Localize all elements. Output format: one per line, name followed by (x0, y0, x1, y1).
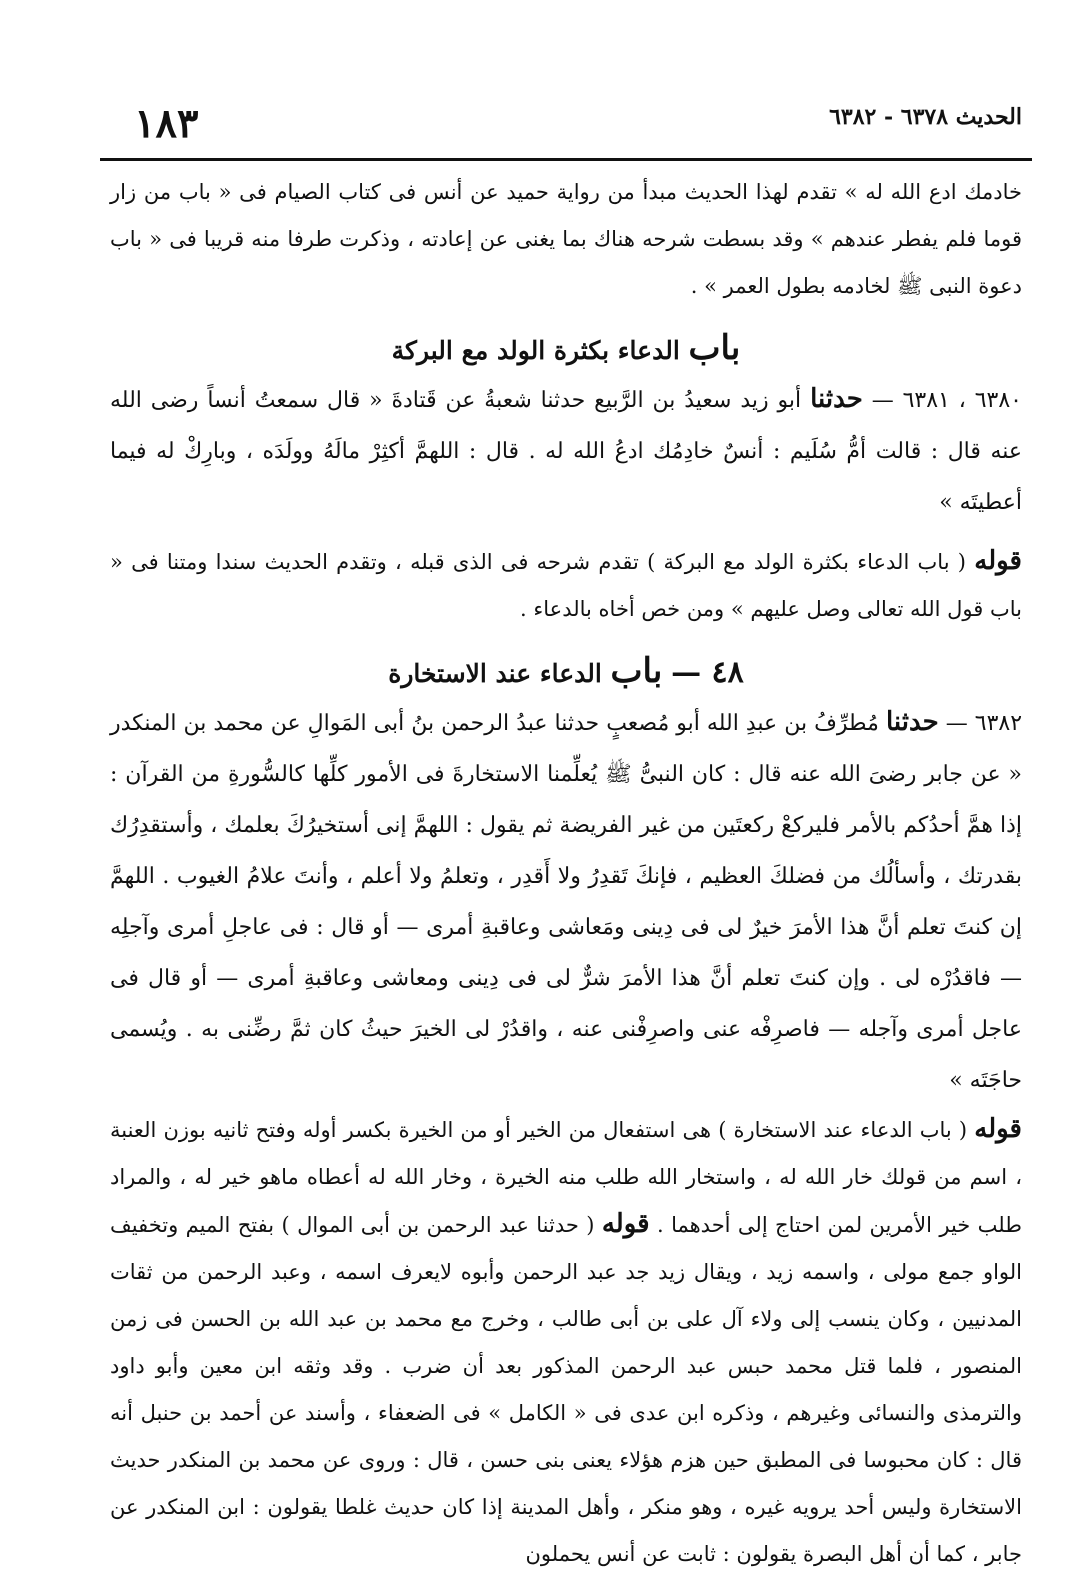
hadith-text: مُطرِّفُ بن عبدِ الله أبو مُصعبٍ حدثنا عبدُ الرحمن بنُ أبى المَوالِ عن محمد بن المنكدر « عن جابر رضىَ الله عنه قال : كان النبىُّ ﷺ يُعلِّمنا الاستخارةَ فى الأمور كلِّها كالسُّورةِ من القرآن : إذا همَّ أحدُكم بالأمر فليركعْ ركعتَين من غير الفريضة ثم يقول : اللهمَّ إنى أستخيرُكَ بعلمك ، وأستقدِرُك بقدرتك ، وأسألُك من فضلكَ العظيم ، فإنكَ تَقدِرُ ولا أَقدِر ، وتعلمُ ولا أعلم ، وأنتَ علامُ الغيوب . اللهمَّ إن كنتَ تعلم أنَّ هذا الأمرَ خيرٌ لى فى دِينى ومَعاشى وعاقبةِ أمرى — أو قال : فى عاجلِ أمرى وآجلِه — فاقدُرْه لى . وإن كنتَ تعلم أنَّ هذا الأمرَ شرٌّ لى فى دِينى ومعاشى وعاقبةِ أمرى — أو قال فى عاجل أمرى وآجله — فاصرِفْه عنى واصرِفْنى عنه ، واقدُرْ لى الخيرَ حيثُ كان ثمَّ رضِّنى به . ويُسمى حاجَتَه » (110, 711, 1022, 1093)
chapter-title: الدعاء عند الاستخارة (388, 659, 602, 688)
hadith-text: أبو زيد سعيدُ بن الرَّبيع حدثنا شعبةُ عن قَتادةَ « قال سمعتُ أنساً رضى الله عنه قال : قالت أمُّ سُلَيم : أنسٌ خادِمُك ادعُ الله له . قال : اللهمَّ أكثِرْ مالَهُ وولَدَه ، وبارِكْ له فيما أعطيتَه » (110, 388, 1022, 515)
chapter-word: باب (610, 651, 663, 691)
hadith-number: ٦٣٨٢ — (945, 711, 1023, 736)
intro-commentary: خادمك ادع الله له » تقدم لهذا الحديث مبدأ من رواية حميد عن أنس فى كتاب الصيام فى « باب من زار قوما فلم يفطر عندهم » وقد بسطت شرحه هناك بما يغنى عن إعادته ، وذكرت طرفا منه قريبا فى « باب دعوة النبى ﷺ لخادمه بطول العمر » . (110, 180, 1022, 298)
chapter-heading-1 (110, 328, 1022, 368)
commentary-text: ( باب الدعاء بكثرة الولد مع البركة ) تقدم شرحه فى الذى قبله ، وتقدم الحديث سندا ومتنا فى « باب قول الله تعالى وصل عليهم » ومن خص أخاه بالدعاء . (110, 550, 1022, 621)
chapter-word: باب (688, 328, 741, 368)
page-number: ١٨٣ (134, 100, 199, 147)
running-head: الحديث ٦٣٧٨ - ٦٣٨٢ (829, 104, 1022, 130)
hadith-number: ٦٣٨٠ ، ٦٣٨١ — (871, 388, 1022, 413)
hadith-lead: حدثنا (810, 384, 863, 414)
chapter-heading-2 (110, 651, 1022, 691)
commentary-lead-2: قوله (601, 1209, 650, 1239)
commentary-text: ( باب الدعاء عند الاستخارة ) هى استفعال من الخير أو من الخيرة بكسر أوله وفتح ثانيه بوزن العنبة ، اسم من قولك خار الله له ، واستخار الله طلب منه الخيرة ، وخار الله له أعطاه ماهو خير له ، والمراد طلب خير الأمرين لمن احتاج إلى أحدهما . (110, 1118, 1022, 1237)
hadith-6380 (110, 374, 1022, 528)
hadith-6382 (110, 697, 1022, 1106)
header-rule (100, 158, 1032, 161)
commentary-lead: قوله (974, 546, 1022, 576)
commentary-2 (110, 1106, 1022, 1578)
commentary-1 (110, 538, 1022, 633)
chapter-number: ٤٨ — (671, 655, 744, 690)
commentary-text-2: ( حدثنا عبد الرحمن بن أبى الموال ) بفتح الميم وتخفيف الواو جمع مولى ، واسمه زيد ، ويقال زيد جد عبد الرحمن وأبوه لايعرف اسمه ، وعبد الرحمن من ثقات المدنيين ، وكان ينسب إلى ولاء آل على بن أبى طالب ، وخرج مع محمد بن عبد الله بن الحسن فى زمن المنصور ، فلما قتل محمد حبس عبد الرحمن المذكور بعد أن ضرب . وقد وثقه ابن معين وأبو داود والترمذى والنسائى وغيرهم ، وذكره ابن عدى فى « الكامل » فى الضعفاء ، وأسند عن أحمد بن حنبل أنه قال : كان محبوسا فى المطبق حين هزم هؤلاء يعنى بنى حسن ، قال : وروى عن محمد بن المنكدر حديث الاستخارة وليس أحد يرويه غيره ، وهو منكر ، وأهل المدينة إذا كان حديث غلطا يقولون : ابن المنكدر عن جابر ، كما أن أهل البصرة يقولون : ثابت عن أنس يحملون (110, 1213, 1022, 1566)
hadith-lead: حدثنا (885, 707, 939, 737)
chapter-title: الدعاء بكثرة الولد مع البركة (391, 336, 680, 365)
commentary-lead: قوله (974, 1114, 1022, 1144)
page-header (110, 96, 1022, 158)
